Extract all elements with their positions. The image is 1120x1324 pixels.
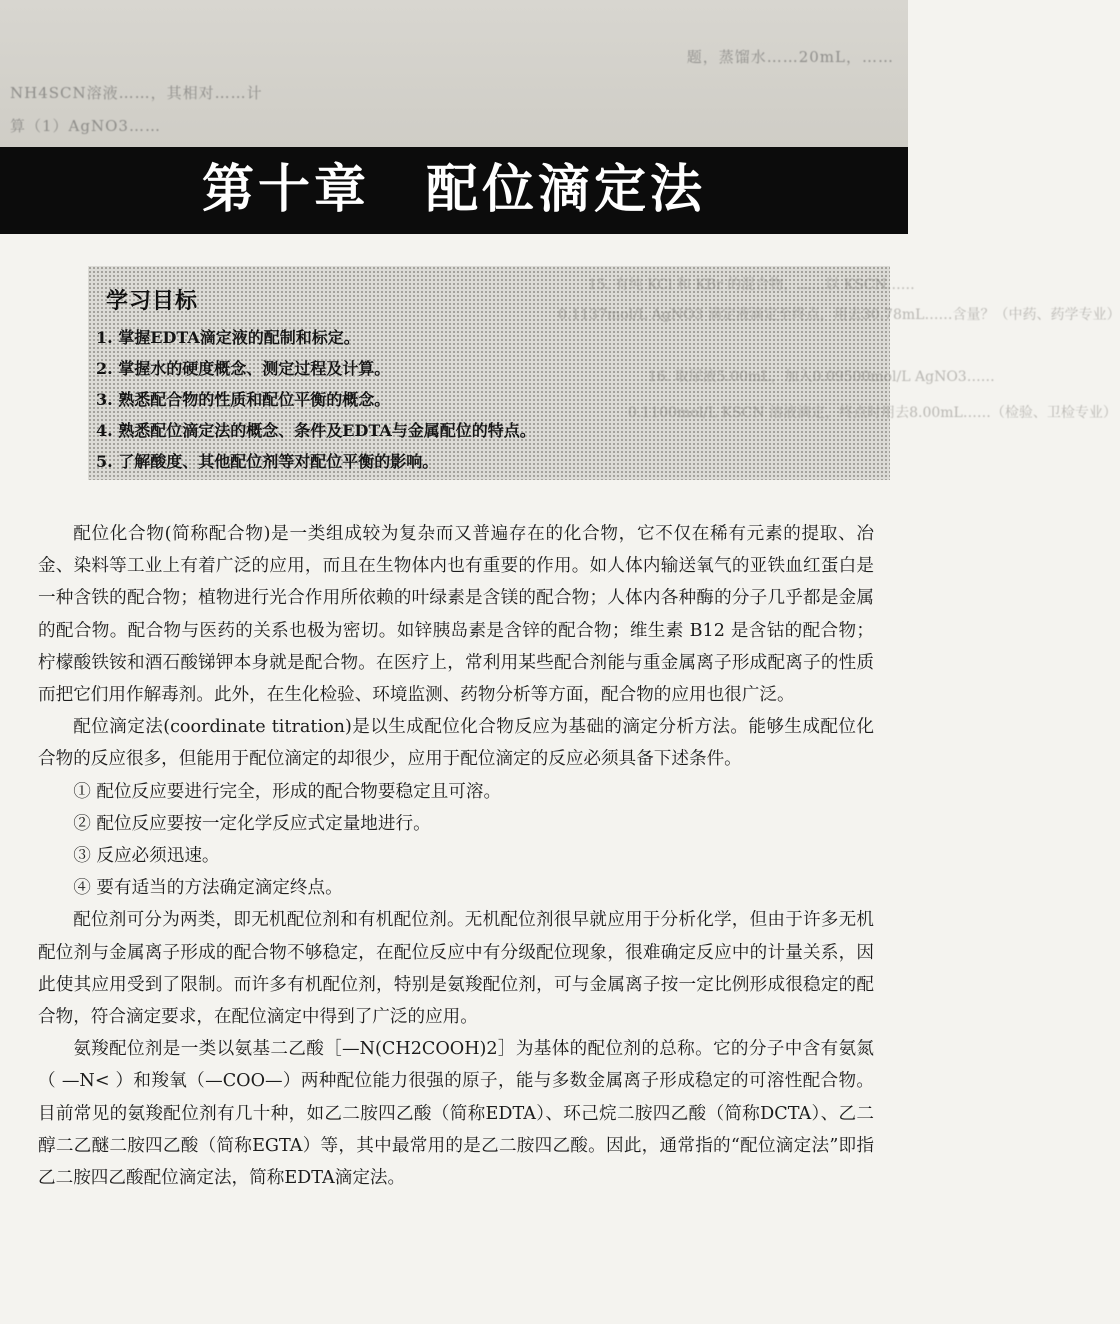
chapter-header-bar (0, 147, 908, 234)
learning-goal-item: 4. 熟悉配位滴定法的概念、条件及EDTA与金属配位的特点。 (96, 421, 536, 440)
condition-item: ③ 反应必须迅速。 (73, 846, 220, 867)
learning-goal-item: 5. 了解酸度、其他配位剂等对配位平衡的影响。 (96, 452, 439, 471)
condition-item: ① 配位反应要进行完全，形成的配合物要稳定且可溶。 (73, 781, 502, 802)
bleed-through-text: 0.1137mol/L AgNO3 滴定液滴定至终点，用去30.78mL……含量？（中药、药学专业） (558, 307, 1120, 323)
body-text (38, 518, 874, 1194)
previous-page-bleed (0, 0, 908, 148)
learning-goal-item: 3. 熟悉配合物的性质和配位平衡的概念。 (96, 390, 391, 409)
bleed-line: 题，蒸馏水……20mL，…… (686, 48, 894, 66)
paragraph-aminocarboxylic: 氨羧配位剂是一类以氨基二乙酸［—N(CH2COOH)2］为基体的配位剂的总称。它的分子中含有氨氮（ —N< ）和羧氧（—COO—）两种配位能力很强的原子，能与多数金属离子形成稳定的可溶性配合物。目前常见的氨羧配位剂有几十种，如乙二胺四乙酸（简称EDTA）、环己烷二胺四乙酸（简称DCTA）、乙二醇二乙醚二胺四乙酸（简称EGTA）等，其中最常用的是乙二胺四乙酸。因此，通常指的“配位滴定法”即指乙二胺四乙酸配位滴定法，简称EDTA滴定法。 (38, 1039, 874, 1189)
bleed-line: NH4SCN溶液……，其相对……计 (10, 84, 263, 102)
bleed-through-text: 16. 取尿液5.00mL，加入0.09500mol/L AgNO3…… (648, 369, 995, 385)
paragraph-complexing-agents: 配位剂可分为两类，即无机配位剂和有机配位剂。无机配位剂很早就应用于分析化学，但由于许多无机配位剂与金属离子形成的配合物不够稳定，在配位反应中有分级配位现象，很难确定反应中的计量关系，因此使其应用受到了限制。而许多有机配位剂，特别是氨羧配位剂，可与金属离子按一定比例形成很稳定的配合物，符合滴定要求，在配位滴定中得到了广泛的应用。 (38, 910, 874, 1028)
learning-goals-title: 学习目标 (106, 289, 199, 314)
paragraph-intro: 配位化合物(简称配合物)是一类组成较为复杂而又普遍存在的化合物，它不仅在稀有元素的提取、冶金、染料等工业上有着广泛的应用，而且在生物体内也有重要的作用。如人体内输送氧气的亚铁血红蛋白是一种含铁的配合物；植物进行光合作用所依赖的叶绿素是含镁的配合物；人体内各种酶的分子几乎都是金属的配合物。配合物与医药的关系也极为密切。如锌胰岛素是含锌的配合物；维生素 B12 是含钴的配合物；柠檬酸铁铵和酒石酸锑钾本身就是配合物。在医疗上，常利用某些配合剂能与重金属离子形成配离子的性质而把它们用作解毒剂。此外，在生化检验、环境监测、药物分析等方面，配合物的应用也很广泛。 (38, 524, 874, 706)
learning-goals-box (88, 266, 1120, 480)
bleed-through-text: 0.1100mol/L KSCN 溶液滴定，终点时用去8.00mL……（检验、卫检专业） (628, 405, 1117, 421)
learning-goal-item: 2. 掌握水的硬度概念、测定过程及计算。 (96, 359, 391, 378)
learning-goals-list (96, 322, 536, 477)
bleed-through-text: 15. 有纯 KCl 和 KBr 的混合物，……以 KSCN…… (588, 277, 915, 293)
paragraph-definition: 配位滴定法(coordinate titration)是以生成配位化合物反应为基础的滴定分析方法。能够生成配位化合物的反应很多，但能用于配位滴定的却很少，应用于配位滴定的反应必须具备下述条件。 (38, 717, 874, 770)
learning-goal-item: 1. 掌握EDTA滴定液的配制和标定。 (96, 328, 360, 347)
condition-item: ② 配位反应要按一定化学反应式定量地进行。 (73, 813, 431, 834)
condition-item: ④ 要有适当的方法确定滴定终点。 (73, 878, 343, 899)
bleed-line: 算（1）AgNO3…… (10, 117, 161, 135)
chapter-title: 第十章 配位滴定法 (201, 160, 706, 220)
